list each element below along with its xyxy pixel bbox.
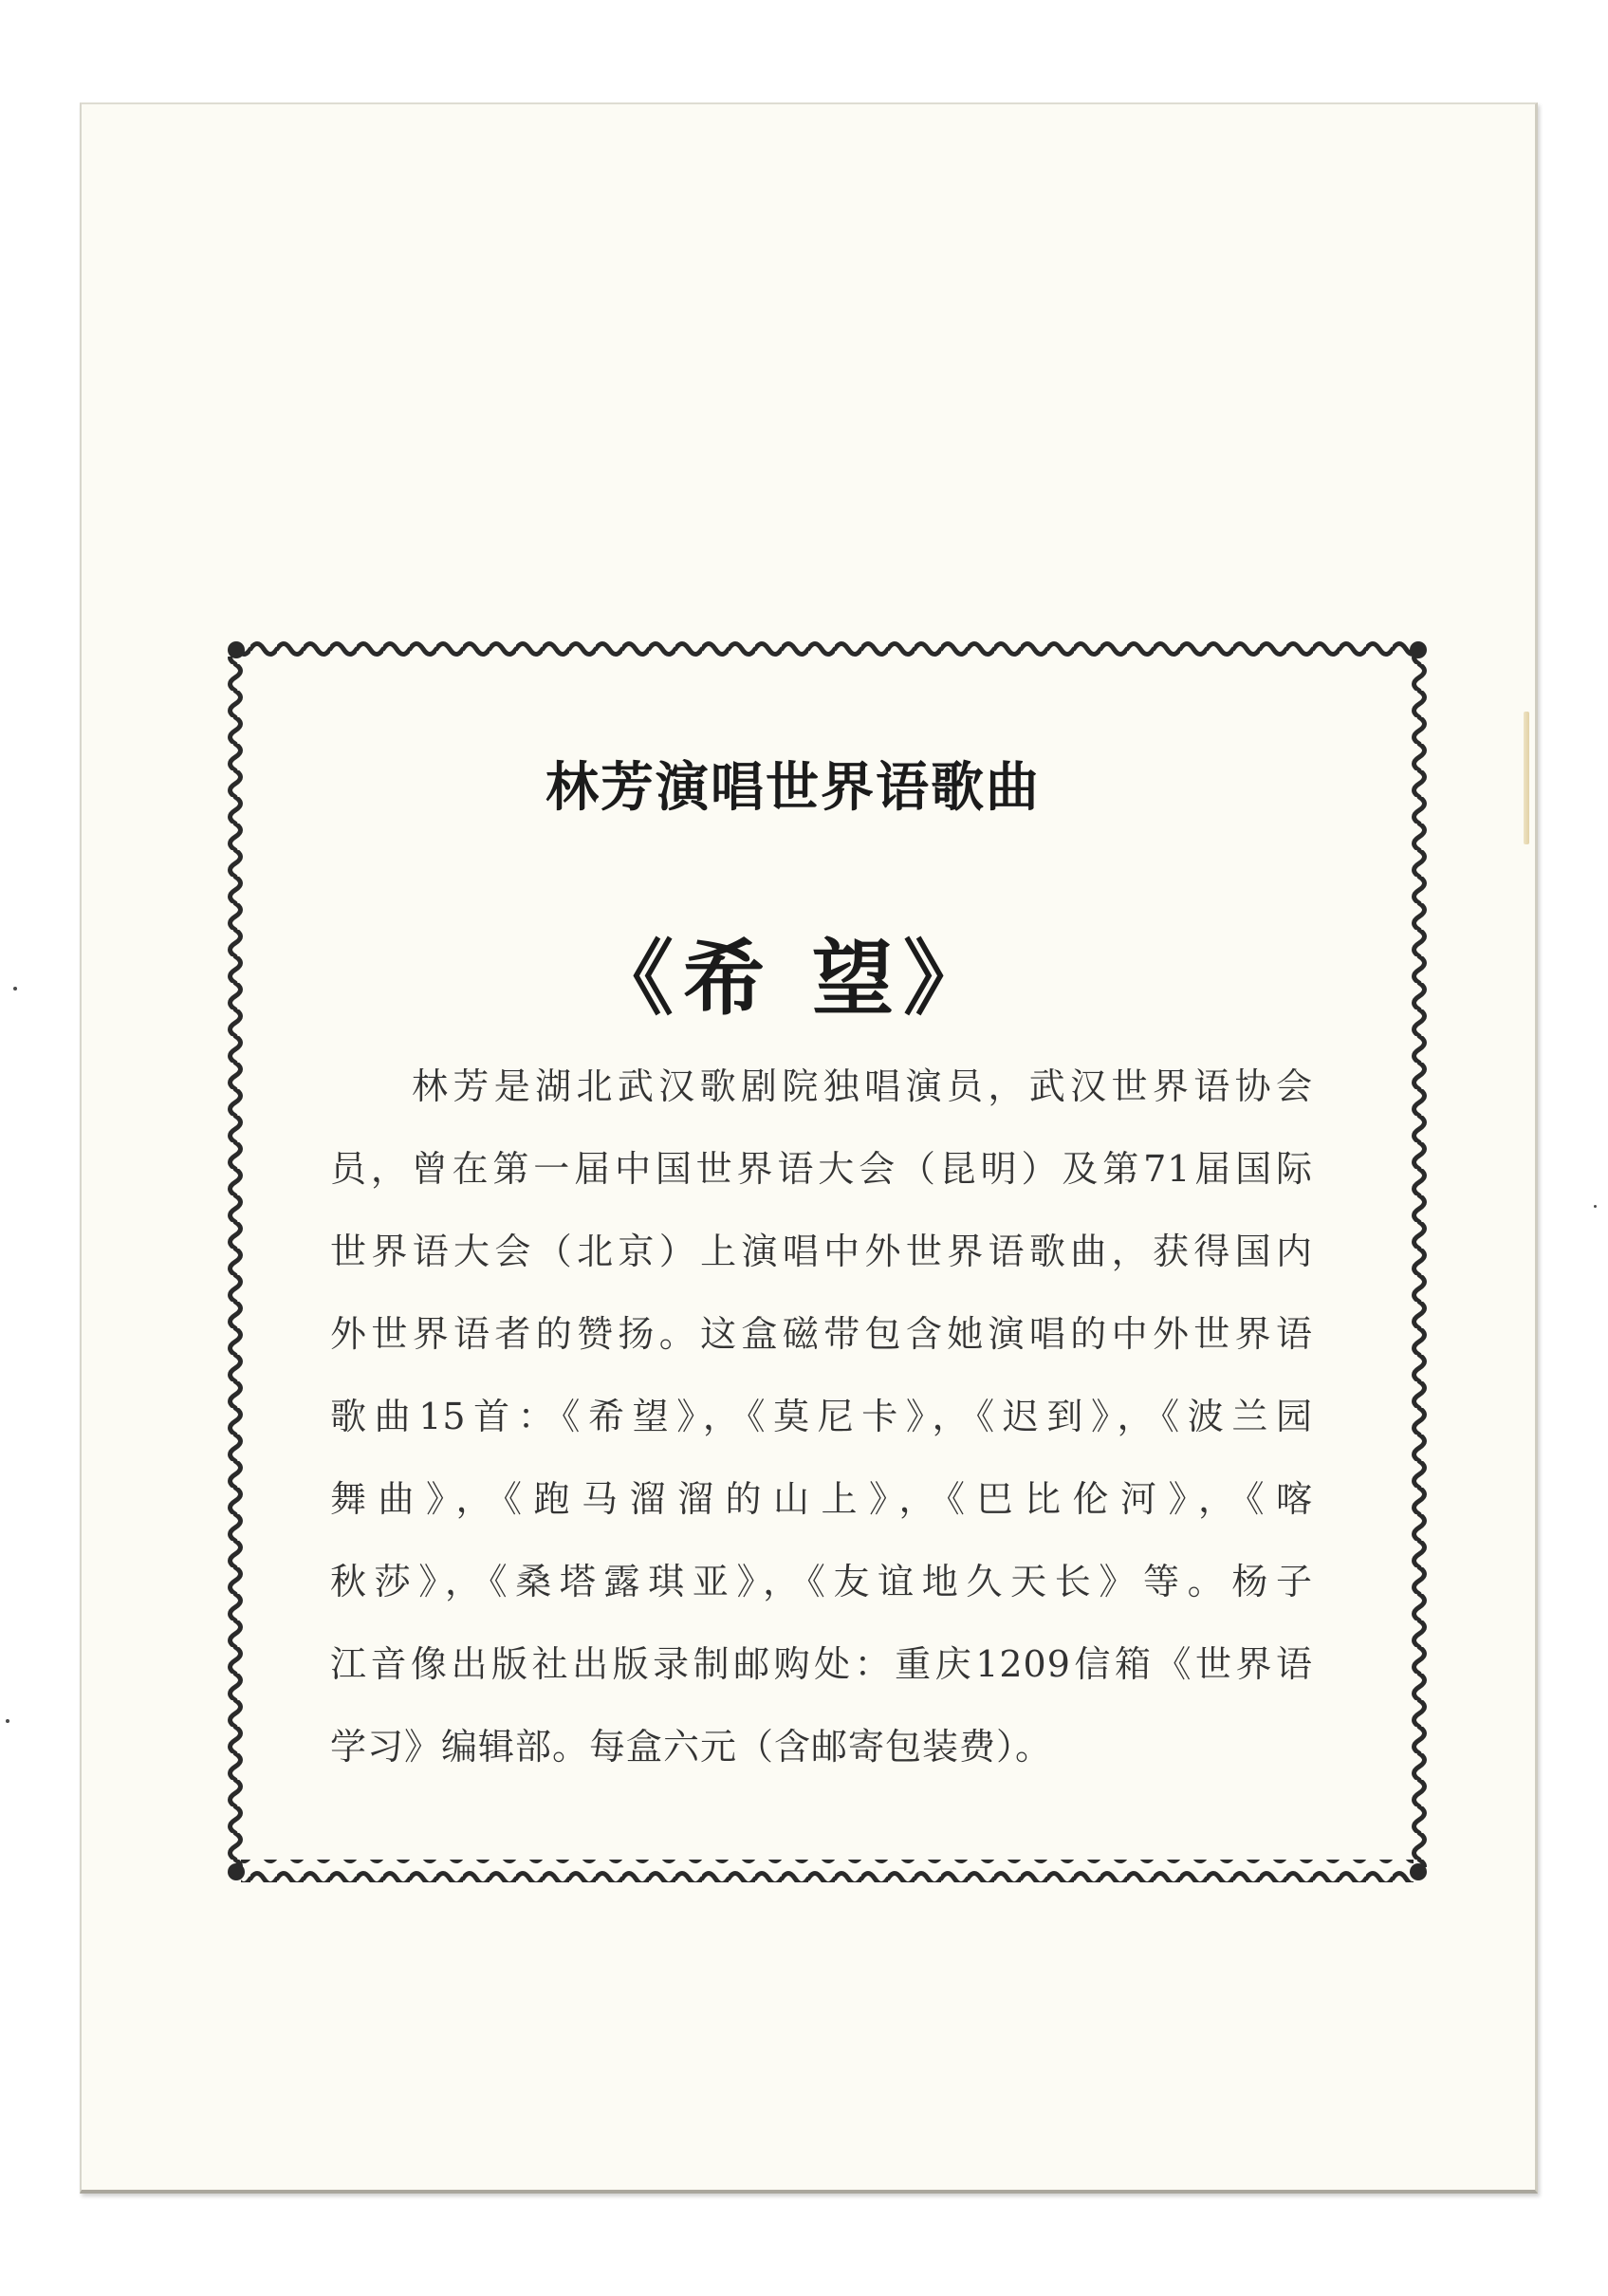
dust-speck (1594, 1205, 1597, 1208)
description-line: 林芳是湖北武汉歌剧院独唱演员，武汉世界语协会 (412, 1065, 1313, 1107)
spine-stain (1524, 712, 1529, 844)
album-description (330, 1046, 1313, 1788)
dust-speck (6, 1719, 9, 1723)
description-line: 秋莎》，《桑塔露琪亚》，《友谊地久天长》等。杨子 (330, 1561, 1313, 1602)
ornamental-frame (224, 638, 1431, 1884)
description-line: 歌曲15首：《希望》，《莫尼卡》，《迟到》，《波兰园 (330, 1396, 1313, 1437)
song-title: 《希 望》 (592, 931, 994, 1027)
description-line: 员，曾在第一届中国世界语大会（昆明）及第71届国际 (330, 1148, 1313, 1190)
description-line: 江音像出版社出版录制邮购处：重庆1209信箱《世界语 (330, 1643, 1313, 1685)
description-line: 学习》编辑部。每盒六元（含邮寄包装费）。 (330, 1726, 1053, 1768)
album-heading: 林芳演唱世界语歌曲 (545, 757, 1041, 819)
description-line: 外世界语者的赞扬。这盒磁带包含她演唱的中外世界语 (330, 1313, 1313, 1355)
description-line: 世界语大会（北京）上演唱中外世界语歌曲，获得国内 (330, 1231, 1313, 1272)
description-line: 舞曲》，《跑马溜溜的山上》，《巴比伦河》，《喀 (330, 1478, 1313, 1520)
dust-speck (13, 987, 17, 991)
